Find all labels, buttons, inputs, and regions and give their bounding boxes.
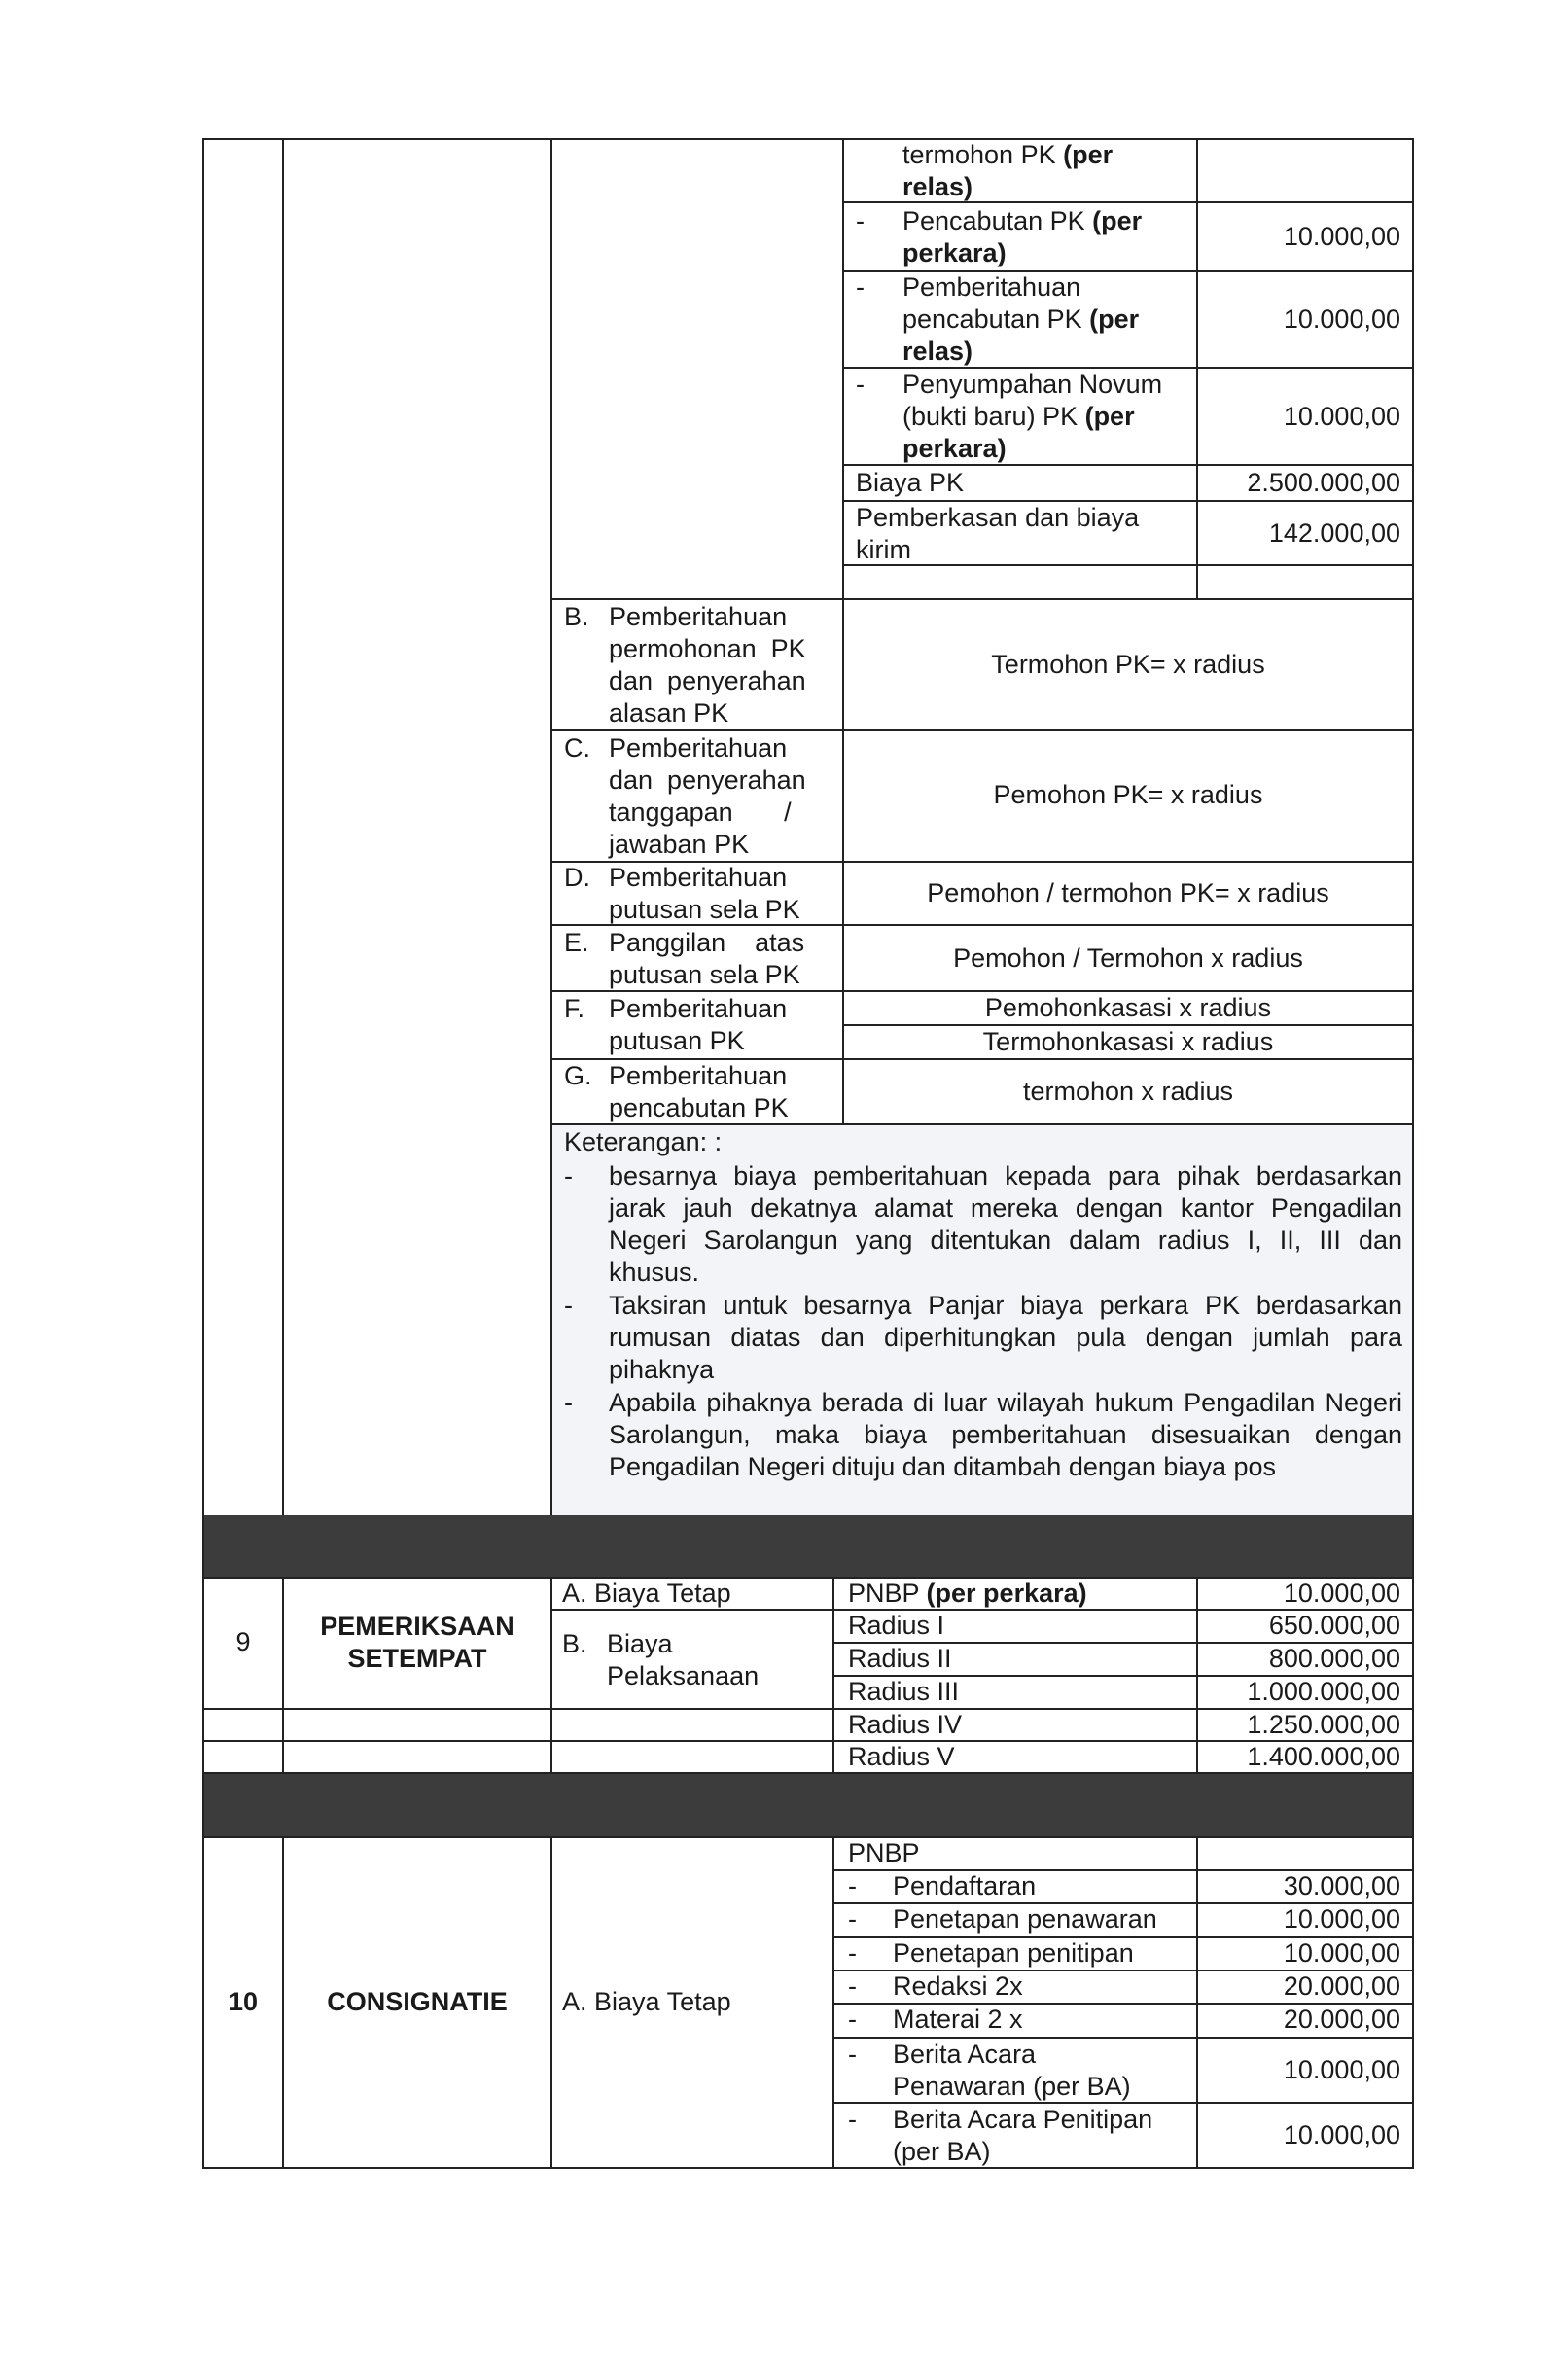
fee-dash: - xyxy=(848,1938,857,1968)
biaya-tetap-label: A. Biaya Tetap xyxy=(562,1579,731,1608)
keterangan-dash: - xyxy=(564,1388,573,1417)
notice-label: Panggilan atas putusan sela PK xyxy=(609,928,805,989)
keterangan-dash: - xyxy=(564,1161,573,1190)
pk-row-dash: - xyxy=(856,370,865,399)
table-border xyxy=(1412,138,1414,2169)
fee-value: 10.000,00 xyxy=(1283,1904,1400,1934)
fee-value: 20.000,00 xyxy=(1283,1971,1400,2001)
notice-letter: D. xyxy=(564,863,590,892)
radius-value: 800.000,00 xyxy=(1268,1644,1400,1673)
notice-value: Termohon PK= x radius xyxy=(991,650,1265,679)
biaya-pelaksanaan-label: Biaya Pelaksanaan xyxy=(607,1629,760,1690)
fee-dash: - xyxy=(848,1971,857,2001)
pk-row-value: 10.000,00 xyxy=(1283,222,1400,251)
radius-label: Radius III xyxy=(848,1677,960,1706)
table-border xyxy=(550,729,1413,731)
table-border xyxy=(202,138,204,2169)
section-title: PEMERIKSAAN SETEMPAT xyxy=(320,1612,514,1673)
notice-value: Pemohonkasasi x radius xyxy=(984,993,1272,1022)
fee-value: 10.000,00 xyxy=(1283,2120,1400,2149)
table-border xyxy=(550,1578,552,1774)
pk-row-dash: - xyxy=(856,206,865,235)
radius-label: Radius IV xyxy=(848,1710,963,1739)
table-border xyxy=(202,1836,1414,1838)
radius-label: Radius II xyxy=(848,1644,952,1673)
fee-label: Penetapan penawaran xyxy=(893,1904,1157,1934)
biaya-pk-label: Biaya PK xyxy=(856,468,965,497)
pnbp-label: PNBP xyxy=(848,1838,920,1867)
biaya-tetap-label: A. Biaya Tetap xyxy=(562,1987,731,2016)
fee-value: 10.000,00 xyxy=(1283,1938,1400,1968)
pk-row-value: 10.000,00 xyxy=(1283,402,1400,431)
fee-label: Berita Acara Penitipan (per BA) xyxy=(893,2105,1153,2166)
notice-label: Pemberitahuan pencabutan PK xyxy=(609,1061,789,1122)
pemberkasan-value: 142.000,00 xyxy=(1268,518,1400,548)
fee-dash: - xyxy=(848,1871,857,1900)
table-border xyxy=(282,1578,284,1774)
notice-letter: G. xyxy=(564,1061,592,1090)
notice-letter: E. xyxy=(564,928,589,957)
fee-dash: - xyxy=(848,1904,857,1934)
pk-row-text: termohon PK (per relas) xyxy=(902,140,1114,201)
notice-value: Pemohon / Termohon x radius xyxy=(953,943,1303,973)
table-border xyxy=(202,138,1414,140)
pk-row-text: Penyumpahan Novum (bukti baru) PK (per perkara) xyxy=(902,370,1163,463)
notice-label: Pemberitahuan putusan sela PK xyxy=(609,863,800,924)
fee-value: 30.000,00 xyxy=(1283,1871,1400,1900)
keterangan-item: Apabila pihaknya berada di luar wilayah hukum Pengadilan Negeri Sarolangun, maka biaya pemberitahuan disesuaikan dengan Pengadilan Negeri dituju dan ditambah dengan biaya pos xyxy=(609,1388,1402,1481)
notice-value: Pemohon PK= x radius xyxy=(993,780,1263,809)
notice-value: Pemohon / termohon PK= x radius xyxy=(927,878,1329,907)
fee-label: Redaksi 2x xyxy=(893,1971,1023,2001)
keterangan-dash: - xyxy=(564,1291,573,1320)
section-number: 10 xyxy=(228,1987,259,2016)
notice-value: Termohonkasasi x radius xyxy=(982,1027,1274,1056)
fee-dash: - xyxy=(848,2105,857,2134)
pk-row-text: Pemberitahuan pencabutan PK (per relas) xyxy=(902,272,1140,366)
notice-letter: C. xyxy=(564,733,590,763)
biaya-pelaksanaan-letter: B. xyxy=(562,1629,587,1658)
table-border xyxy=(550,138,552,1515)
fee-value: 10.000,00 xyxy=(1283,2055,1400,2084)
section-number: 9 xyxy=(235,1627,251,1656)
biaya-pk-value: 2.500.000,00 xyxy=(1247,468,1400,497)
fee-label: Penetapan penitipan xyxy=(893,1938,1134,1968)
keterangan-item: Taksiran untuk besarnya Panjar biaya perkara PK berdasarkan rumusan diatas dan diperhitungkan pula dengan jumlah para pihaknya xyxy=(609,1291,1402,1384)
pk-row-value: 10.000,00 xyxy=(1283,304,1400,334)
pemberkasan-label: Pemberkasan dan biaya kirim xyxy=(856,503,1140,564)
fee-label: Materai 2 x xyxy=(893,2005,1023,2034)
fee-value: 20.000,00 xyxy=(1283,2005,1400,2034)
section-separator-band xyxy=(203,1773,1414,1837)
notice-value: termohon x radius xyxy=(1022,1077,1234,1106)
radius-value: 650.000,00 xyxy=(1268,1611,1400,1640)
table-border xyxy=(842,138,844,1123)
pnbp-label: PNBP (per perkara) xyxy=(848,1579,1087,1608)
notice-label: Pemberitahuan putusan PK xyxy=(609,994,788,1055)
pk-row-dash: - xyxy=(856,272,865,302)
section-title: CONSIGNATIE xyxy=(327,1987,508,2016)
fee-label: Pendaftaran xyxy=(893,1871,1037,1900)
radius-value: 1.400.000,00 xyxy=(1247,1742,1400,1771)
notice-letter: F. xyxy=(564,994,585,1023)
notice-label: Pemberitahuan dan penyerahan tanggapan / jawaban PK xyxy=(609,733,806,859)
fee-label: Berita Acara Penawaran (per BA) xyxy=(893,2040,1131,2101)
table-border xyxy=(550,1837,552,2168)
section-separator-band xyxy=(203,1515,1414,1578)
table-border xyxy=(282,138,284,1515)
notice-label: Pemberitahuan permohonan PK dan penyerahan alasan PK xyxy=(609,602,806,728)
table-border xyxy=(550,598,1413,600)
notice-letter: B. xyxy=(564,602,589,631)
radius-label: Radius I xyxy=(848,1611,945,1640)
fee-dash: - xyxy=(848,2040,857,2069)
pnbp-value: 10.000,00 xyxy=(1283,1579,1400,1608)
fee-dash: - xyxy=(848,2005,857,2034)
keterangan-item: besarnya biaya pemberitahuan kepada para pihak berdasarkan jarak jauh dekatnya alamat mereka dengan kantor Pengadilan Negeri Sarolangun yang ditentukan dalam radius I, II, III dan khusus. xyxy=(609,1161,1402,1287)
radius-value: 1.000.000,00 xyxy=(1247,1677,1400,1706)
table-border xyxy=(202,2167,1414,2169)
keterangan-title: Keterangan: : xyxy=(564,1127,723,1156)
radius-value: 1.250.000,00 xyxy=(1247,1710,1400,1739)
radius-label: Radius V xyxy=(848,1742,955,1771)
pk-row-text: Pencabutan PK (per perkara) xyxy=(902,206,1143,267)
